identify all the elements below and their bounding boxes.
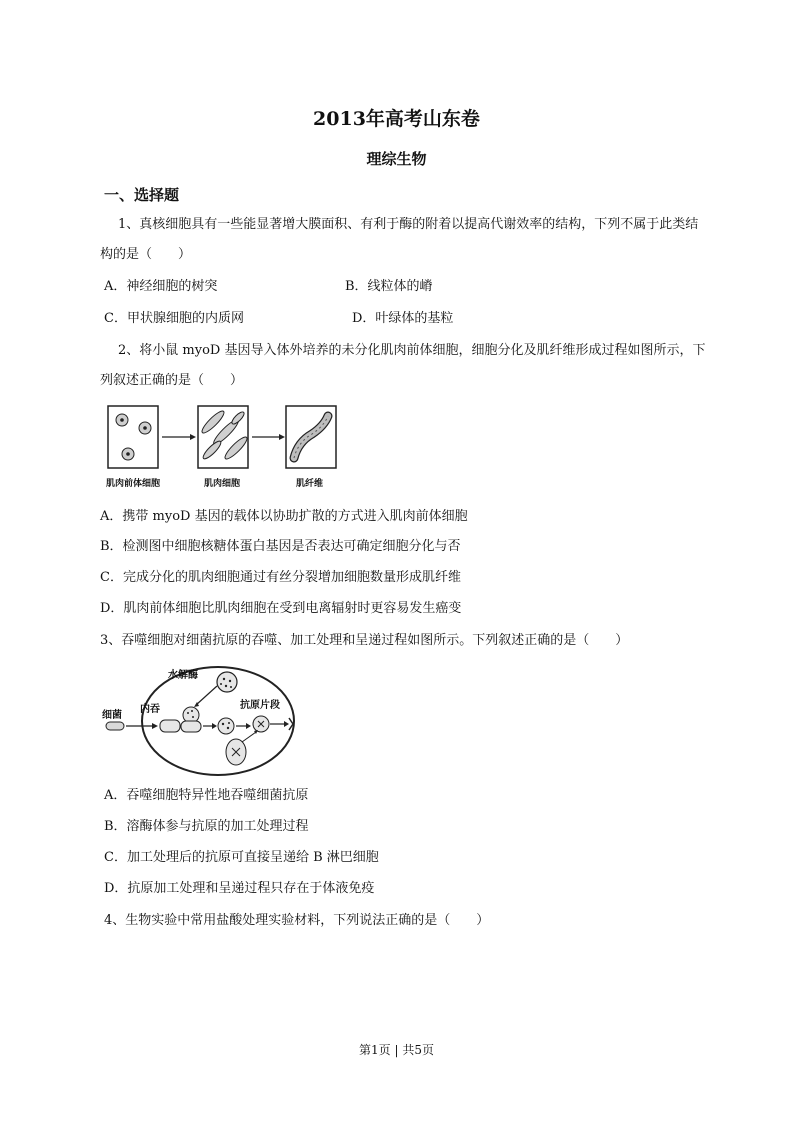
q2-option-b: B．检测图中细胞核糖体蛋白基因是否表达可确定细胞分化与否 <box>100 539 461 554</box>
page-title: 2013年高考山东卷 <box>313 108 480 130</box>
lysosome-icon <box>217 672 237 692</box>
q3-option-c: C．加工处理后的抗原可直接呈递给 B 淋巴细胞 <box>104 850 379 865</box>
page-subtitle: 理综生物 <box>366 150 427 168</box>
q1-stem-line2: 构的是（ ） <box>100 247 192 262</box>
q3-option-d: D．抗原加工处理和呈递过程只存在于体液免疫 <box>104 881 375 896</box>
label-bacteria: 细菌 <box>102 710 122 721</box>
q2-stem-line2: 列叙述正确的是（ ） <box>100 373 244 388</box>
q2-option-c: C．完成分化的肌肉细胞通过有丝分裂增加细胞数量形成肌纤维 <box>100 570 461 585</box>
antigen-presentation-figure <box>100 660 300 778</box>
q3-stem-line1: 3、吞噬细胞对细菌抗原的吞噬、加工处理和呈递过程如图所示。下列叙述正确的是（ ） <box>100 633 629 648</box>
q2-option-d: D．肌肉前体细胞比肌肉细胞在受到电离辐射时更容易发生癌变 <box>100 601 462 616</box>
label-antigen-fragment: 抗原片段 <box>240 700 280 711</box>
q1-option-b: B．线粒体的嵴 <box>345 279 433 294</box>
muscle-differentiation-figure <box>100 404 340 490</box>
page-number: 第1页 | 共5页 <box>359 1043 434 1057</box>
bacterium-icon <box>106 722 124 730</box>
q4-stem-line1: 4、生物实验中常用盐酸处理实验材料，下列说法正确的是（ ） <box>104 913 490 928</box>
caption-muscle-fiber: 肌纤维 <box>296 479 324 489</box>
q3-option-a: A．吞噬细胞特异性地吞噬细菌抗原 <box>104 788 309 803</box>
q1-option-c: C．甲状腺细胞的内质网 <box>104 311 244 326</box>
q1-stem-line1: 1、真核细胞具有一些能显著增大膜面积、有利于酶的附着以提高代谢效率的结构，下列不属于此类结 <box>118 217 699 232</box>
q1-option-a: A．神经细胞的树突 <box>104 279 218 294</box>
label-internalize: 内吞 <box>140 704 160 715</box>
label-lysosome-enzyme: 水解酶 <box>168 670 198 681</box>
q2-stem-line1: 2、将小鼠 myoD 基因导入体外培养的未分化肌肉前体细胞，细胞分化及肌纤维形成过程如图所示，下 <box>118 343 706 358</box>
section-heading: 一、选择题 <box>104 186 180 204</box>
caption-muscle-cell: 肌肉细胞 <box>204 479 241 489</box>
q1-option-d: D．叶绿体的基粒 <box>352 311 454 326</box>
q3-option-b: B．溶酶体参与抗原的加工处理过程 <box>104 819 309 834</box>
caption-precursor: 肌肉前体细胞 <box>106 479 161 489</box>
q2-option-a: A．携带 myoD 基因的载体以协助扩散的方式进入肌肉前体细胞 <box>100 509 468 524</box>
